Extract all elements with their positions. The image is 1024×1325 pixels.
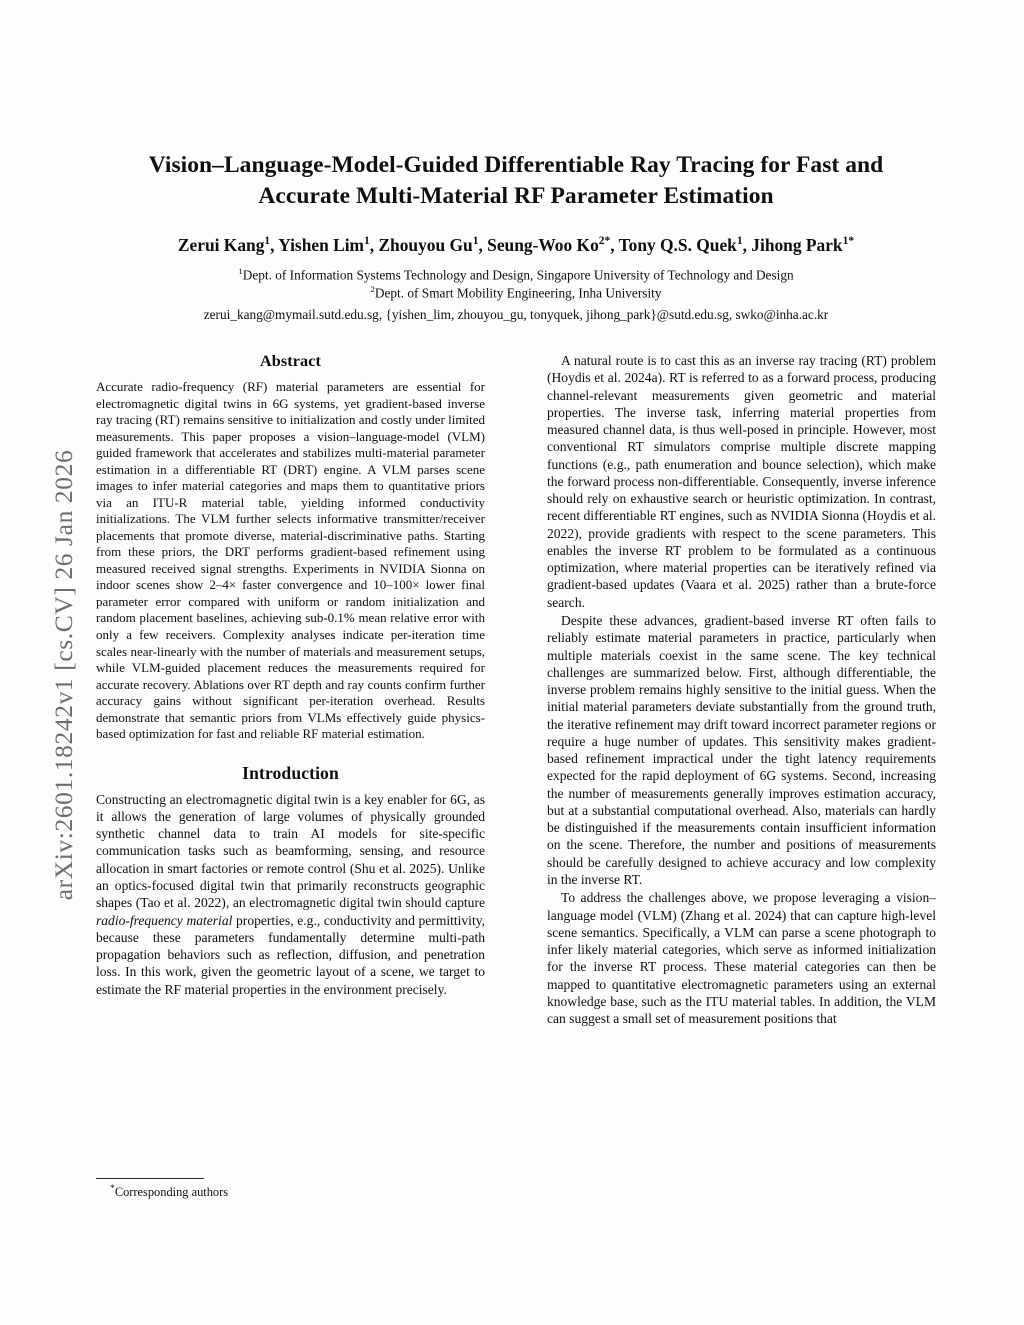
- page-title: Vision–Language-Model-Guided Differentiable Ray Tracing for Fast and Accurate Multi-Material RF Parameter Estimation: [148, 152, 884, 210]
- footnote-marker: *: [110, 1183, 115, 1194]
- intro-para1-italic-term: radio-frequency material: [96, 912, 233, 928]
- body-columns: [96, 352, 936, 1252]
- footnote-separator-rule: [96, 1178, 204, 1179]
- introduction-heading: Introduction: [242, 762, 339, 783]
- right-column-paragraph-1: A natural route is to cast this as an inverse ray tracing (RT) problem (Hoydis et al. 2024a). RT is referred to as a forward process, producing channel-relevant measurements given geometric and material properties. The inverse task, inferring material properties from measured channel data, is thus well-posed in principle. However, most conventional RT simulators comprise multiple discrete mapping functions (e.g., path enumeration and bounce selection), which make the forward process non-differentiable. Consequently, inverse inference should rely on exhaustive search or heuristic optimization. In contrast, recent differentiable RT engines, such as NVIDIA Sionna (Hoydis et al. 2022), provide gradients with respect to the scene parameters. This enables the inverse RT problem to be formulated as a continuous optimization, where material properties can be iteratively refined via gradient-based updates (Vaara et al. 2025) rather than a brute-force search.: [547, 353, 936, 610]
- right-column-paragraph-3: To address the challenges above, we propose leveraging a vision–language model (VLM) (Zhang et al. 2024) that can capture high-level scene semantics. Specifically, a VLM can parse a scene photograph to infer likely material categories, which serve as informed initialization for the inverse RT process. These material categories can then be mapped to quantitative electromagnetic parameters using an external knowledge base, such as the ITU material tables. In addition, the VLM can suggest a small set of measurement positions that: [547, 890, 936, 1027]
- arxiv-identifier-stamp: arXiv:2601.18242v1 [cs.CV] 26 Jan 2026: [49, 449, 78, 901]
- right-column: [547, 352, 936, 1027]
- footnote-block: [96, 1178, 485, 1201]
- paper-header: [96, 150, 936, 324]
- intro-para1-part-b: properties, e.g., conductivity and permittivity, because these parameters fundamentally determine multi-path propagation behaviors such as reflection, diffusion, and penetration loss. In this work, given the geometric layout of a scene, we target to estimate the RF material properties in the environment precisely.: [96, 912, 485, 997]
- abstract-heading: Abstract: [259, 352, 322, 370]
- author-emails: zerui_kang@mymail.sutd.edu.sg, {yishen_lim, zhouyou_gu, tonyquek, jihong_park}@sutd.edu.sg, swko@inha.ac.kr: [203, 306, 829, 322]
- affiliation-1: $^1$Dept. of Information Systems Technology and Design, Singapore University of Technology and Design: [238, 265, 794, 283]
- introduction-paragraph-1: [96, 791, 485, 998]
- author-list: Zerui Kang$^1$, Yishen Lim$^1$, Zhouyou Gu$^1$, Seung-Woo $Ko^{2*}$, Tony Q.S. Quek$^1$, Jihong Park$^{1*}$: [177, 235, 855, 256]
- affiliation-2: $^2$Dept. of Smart Mobility Engineering, Inha University: [370, 283, 662, 301]
- footnote-corresponding-authors: [96, 1183, 485, 1201]
- left-column: [96, 352, 485, 998]
- abstract-text: Accurate radio-frequency (RF) material parameters are essential for electromagnetic digital twins in 6G systems, yet gradient-based inverse ray tracing (RT) remains sensitive to initialization and costly under limited measurements. This paper proposes a vision–language-model (VLM) guided framework that accelerates and stabilizes multi-material parameter estimation in a differentiable RT (DRT) engine. A VLM parses scene images to infer material categories and maps them to quantitative priors via an ITU-R material table, yielding informed conductivity initializations. The VLM further selects informative transmitter/receiver placements that promote diverse, material-discriminative paths. Starting from these priors, the DRT performs gradient-based refinement using measured received signal strengths. Experiments in NVIDIA Sionna on indoor scenes show 2–4× faster convergence and 10–100× lower final parameter error compared with uniform or random initialization and random placement baselines, achieving sub-0.1% mean relative error with only a few receivers. Complexity analyses indicate per-iteration time scales near-linearly with the number of materials and measurement setups, while VLM-guided placement reduces the measurements required for accurate recovery. Ablations over RT depth and ray counts confirm further accuracy gains without significant per-iteration overhead. Results demonstrate that semantic priors from VLMs effectively guide physics-based optimization for fast and reliable RF material estimation.: [96, 379, 485, 742]
- intro-para1-part-a: Constructing an electromagnetic digital twin is a key enabler for 6G, as it allows the generation of large volumes of physically grounded synthetic channel data to train AI models for site-specific communication tasks such as beamforming, sensing, and resource allocation in smart factories or remote control (Shu et al. 2025). Unlike an optics-focused digital twin that primarily reconstructs geographic shapes (Tao et al. 2022), an electromagnetic digital twin should capture: [96, 791, 485, 911]
- footnote-label: Corresponding authors: [114, 1185, 229, 1200]
- right-column-paragraph-2: Despite these advances, gradient-based inverse RT often fails to reliably estimate material parameters in practice, particularly when multiple materials coexist in the same scene. The key technical challenges are summarized below. First, although differentiable, the inverse problem remains highly sensitive to the initial guess. When the initial material parameters deviate substantially from the ground truth, the iterative refinement may drift toward incorrect parameter regions or require a huge number of updates. This sensitivity makes gradient-based refinement impractical under the tight latency requirements expected for the rapid deployment of 6G systems. Second, increasing the number of measurements generally improves estimation accuracy, but at a substantial computational overhead. Also, materials can hardly be distinguished if the measurements contain insufficient information on the scene. Therefore, the number and positions of measurements should be carefully designed to achieve accuracy and low complexity in the inverse RT.: [547, 612, 936, 887]
